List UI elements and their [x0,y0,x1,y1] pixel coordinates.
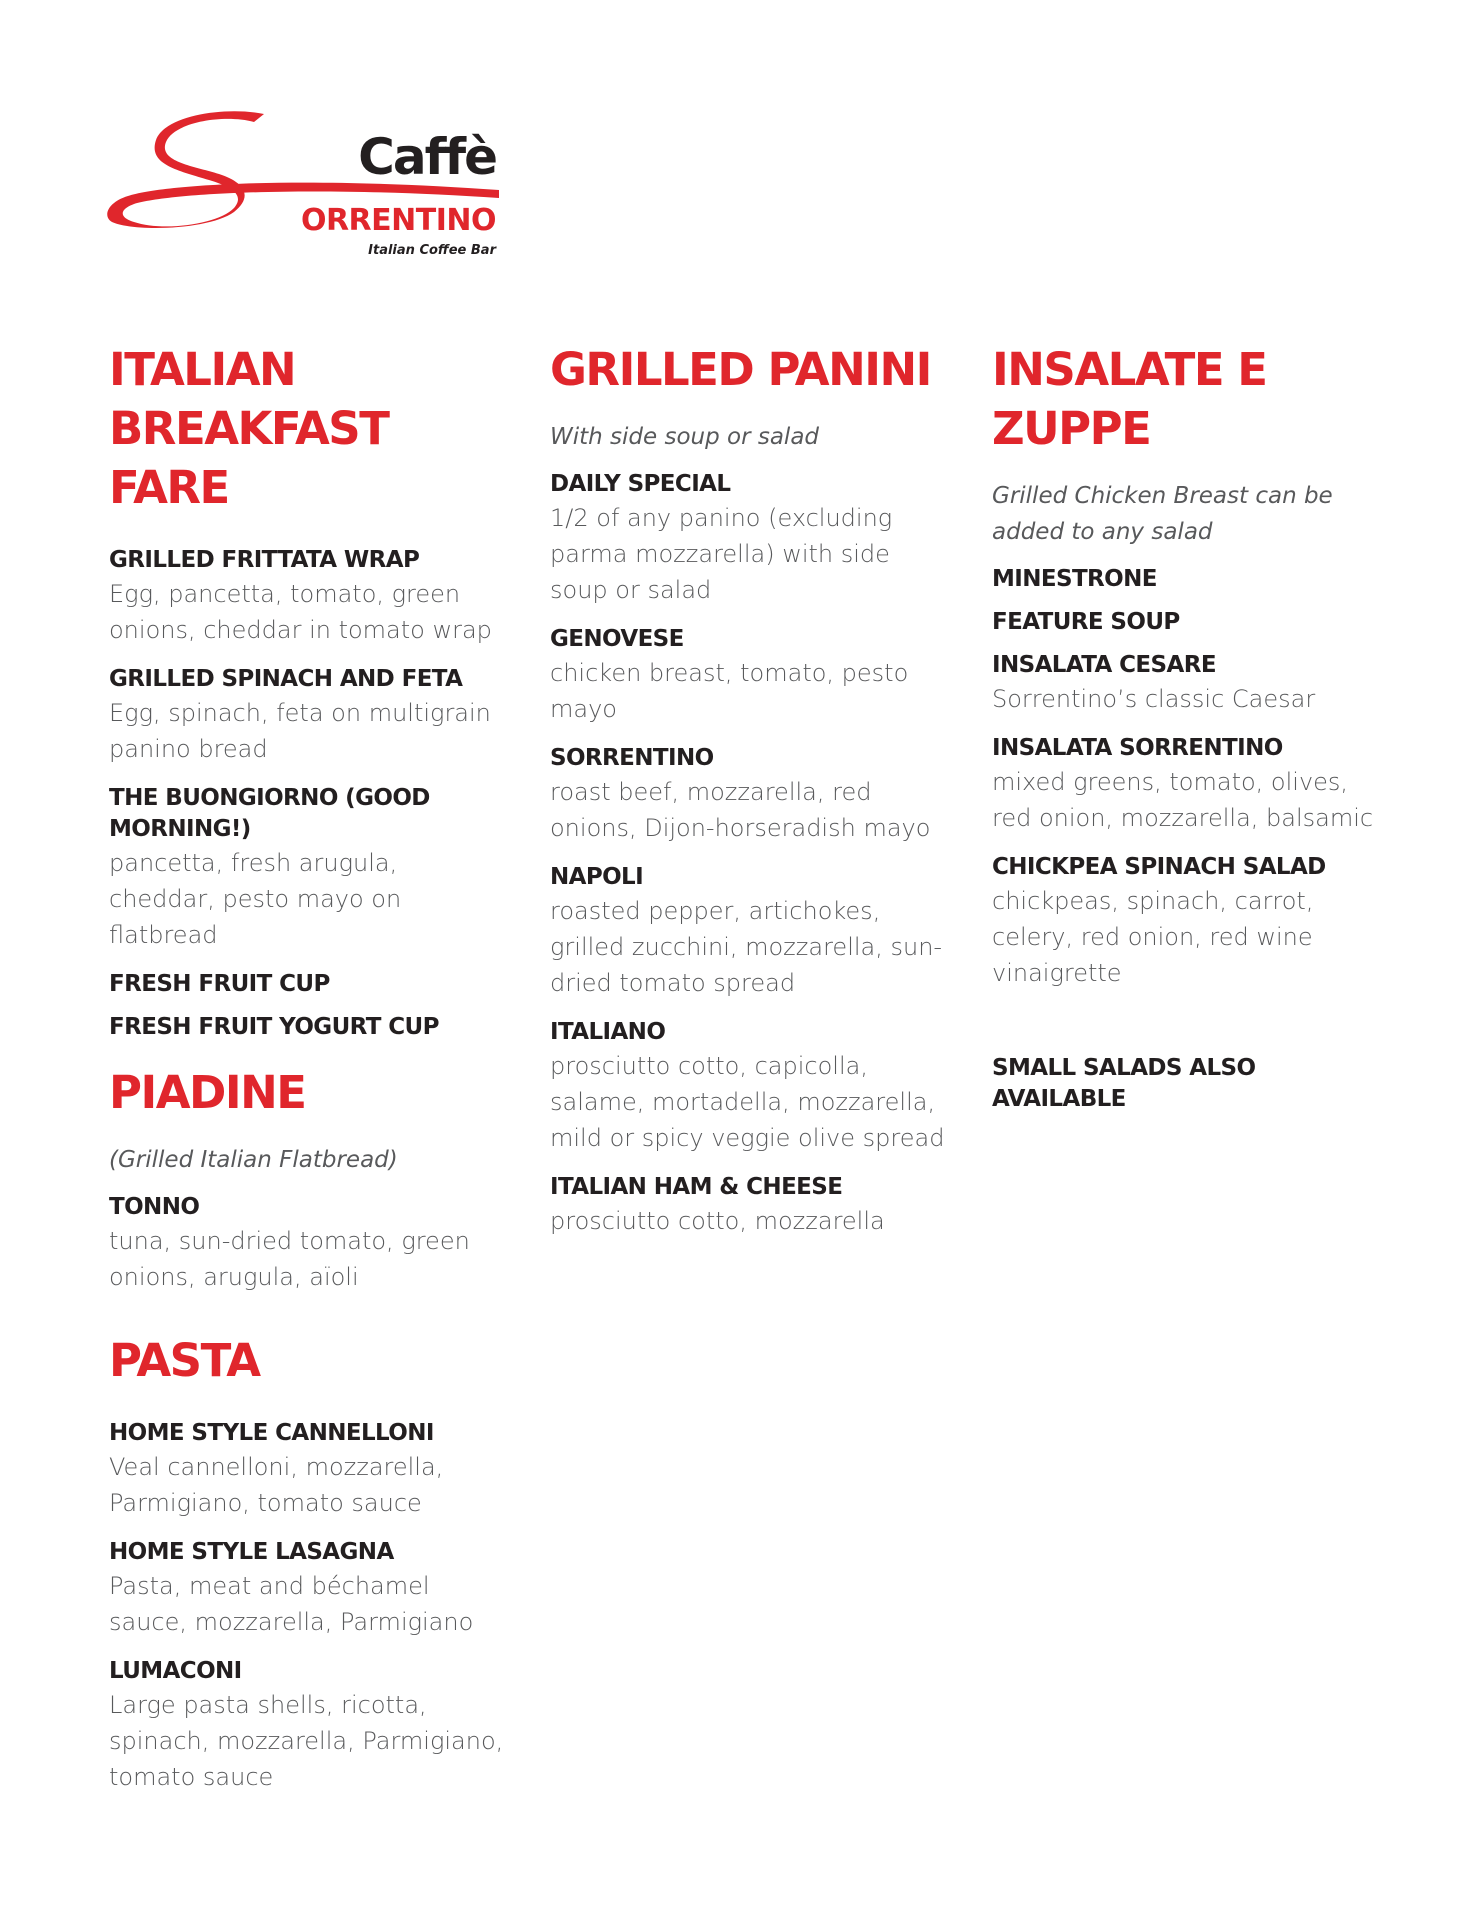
item-name: LUMACONI [109,1658,242,1684]
item-name: FRESH FRUIT CUP [109,971,330,997]
item-name: FRESH FRUIT YOGURT CUP [109,1014,439,1040]
item-name: INSALATA CESARE [992,652,1216,678]
menu-item [550,624,950,727]
menu-item [992,564,1392,595]
sorrentino-s-swoosh-logo [104,104,504,274]
menu-item [550,743,950,846]
menu-item [109,1418,509,1521]
item-name: GENOVESE [550,626,684,652]
item-description: Pasta, meat and béchamel sauce, mozzarella, Parmigiano [109,1572,474,1636]
column-middle [550,340,950,1255]
item-name: ITALIAN HAM & CHEESE [550,1174,843,1200]
menu-item [109,664,509,767]
item-description: pancetta, fresh arugula, cheddar, pesto mayo on flatbread [109,849,402,949]
menu-item [109,1656,509,1795]
menu-item [550,862,950,1001]
item-description: prosciutto cotto, capicolla, salame, mortadella, mozzarella, mild or spicy veggie olive spread [550,1052,945,1152]
item-description: chickpeas, spinach, carrot, celery, red onion, red wine vinaigrette [992,887,1314,987]
menu-item [992,733,1392,836]
breakfast-section-title: ITALIAN BREAKFAST FARE [109,343,389,514]
piadine-note: (Grilled Italian Flatbread) [109,1147,398,1173]
column-left [109,340,509,1811]
item-description: mixed greens, tomato, olives, red onion, mozzarella, balsamic [992,768,1374,832]
item-description: roast beef, mozzarella, red onions, Dijon-horseradish mayo [550,778,931,842]
item-description: Large pasta shells, ricotta, spinach, mozzarella, Parmigiano, tomato sauce [109,1691,504,1791]
menu-item [109,1537,509,1640]
logo-caffe-text: Caffè [358,128,496,186]
column-right [992,340,1392,1115]
item-name: FEATURE SOUP [992,609,1180,635]
menu-item [992,607,1392,638]
item-description: prosciutto cotto, mozzarella [550,1207,885,1235]
item-description: tuna, sun-dried tomato, green onions, arugula, aïoli [109,1227,470,1291]
item-description: roasted pepper, artichokes, grilled zucchini, mozzarella, sun-dried tomato spread [550,897,943,997]
item-description: 1/2 of any panino (excluding parma mozzarella) with side soup or salad [550,504,893,604]
item-name: DAILY SPECIAL [550,471,731,497]
small-salads-note: SMALL SALADS ALSO AVAILABLE [992,1055,1256,1112]
item-name: THE BUONGIORNO (GOOD MORNING!) [109,785,430,842]
panini-note: With side soup or salad [550,424,820,450]
item-name: HOME STYLE CANNELLONI [109,1420,434,1446]
item-name: INSALATA SORRENTINO [992,735,1283,761]
menu-item [550,1172,950,1239]
caffe-sorrentino-logo [104,104,504,274]
item-name: SORRENTINO [550,745,714,771]
insalate-section-title: INSALATE E ZUPPE [992,343,1267,455]
item-name: CHICKPEA SPINACH SALAD [992,854,1326,880]
menu-item [109,1192,509,1295]
item-name: MINESTRONE [992,566,1157,592]
item-name: NAPOLI [550,864,644,890]
item-description: Egg, pancetta, tomato, green onions, cheddar in tomato wrap [109,580,492,644]
piadine-section-title: PIADINE [109,1066,306,1119]
logo-tagline-text: Italian Coffee Bar [368,243,496,258]
menu-item [550,469,950,608]
item-name: TONNO [109,1194,200,1220]
item-description: Egg, spinach, feta on multigrain panino bread [109,699,491,763]
menu-item [992,852,1392,991]
panini-section-title: GRILLED PANINI [550,343,931,396]
item-name: GRILLED FRITTATA WRAP [109,547,420,573]
logo-orrentino-text: ORRENTINO [300,203,496,238]
pasta-section-title: PASTA [109,1334,260,1387]
item-name: GRILLED SPINACH AND FETA [109,666,463,692]
item-description: Veal cannelloni, mozzarella, Parmigiano, tomato sauce [109,1453,444,1517]
menu-item [109,1012,509,1043]
item-name: HOME STYLE LASAGNA [109,1539,394,1565]
item-description: Sorrentino’s classic Caesar [992,685,1316,713]
menu-item [109,783,509,953]
menu-item [992,650,1392,717]
item-description: chicken breast, tomato, pesto mayo [550,659,909,723]
item-name: ITALIANO [550,1019,666,1045]
menu-item [550,1017,950,1156]
menu-item [109,545,509,648]
insalate-note: Grilled Chicken Breast can be added to any salad [992,483,1333,545]
menu-item [109,969,509,1000]
